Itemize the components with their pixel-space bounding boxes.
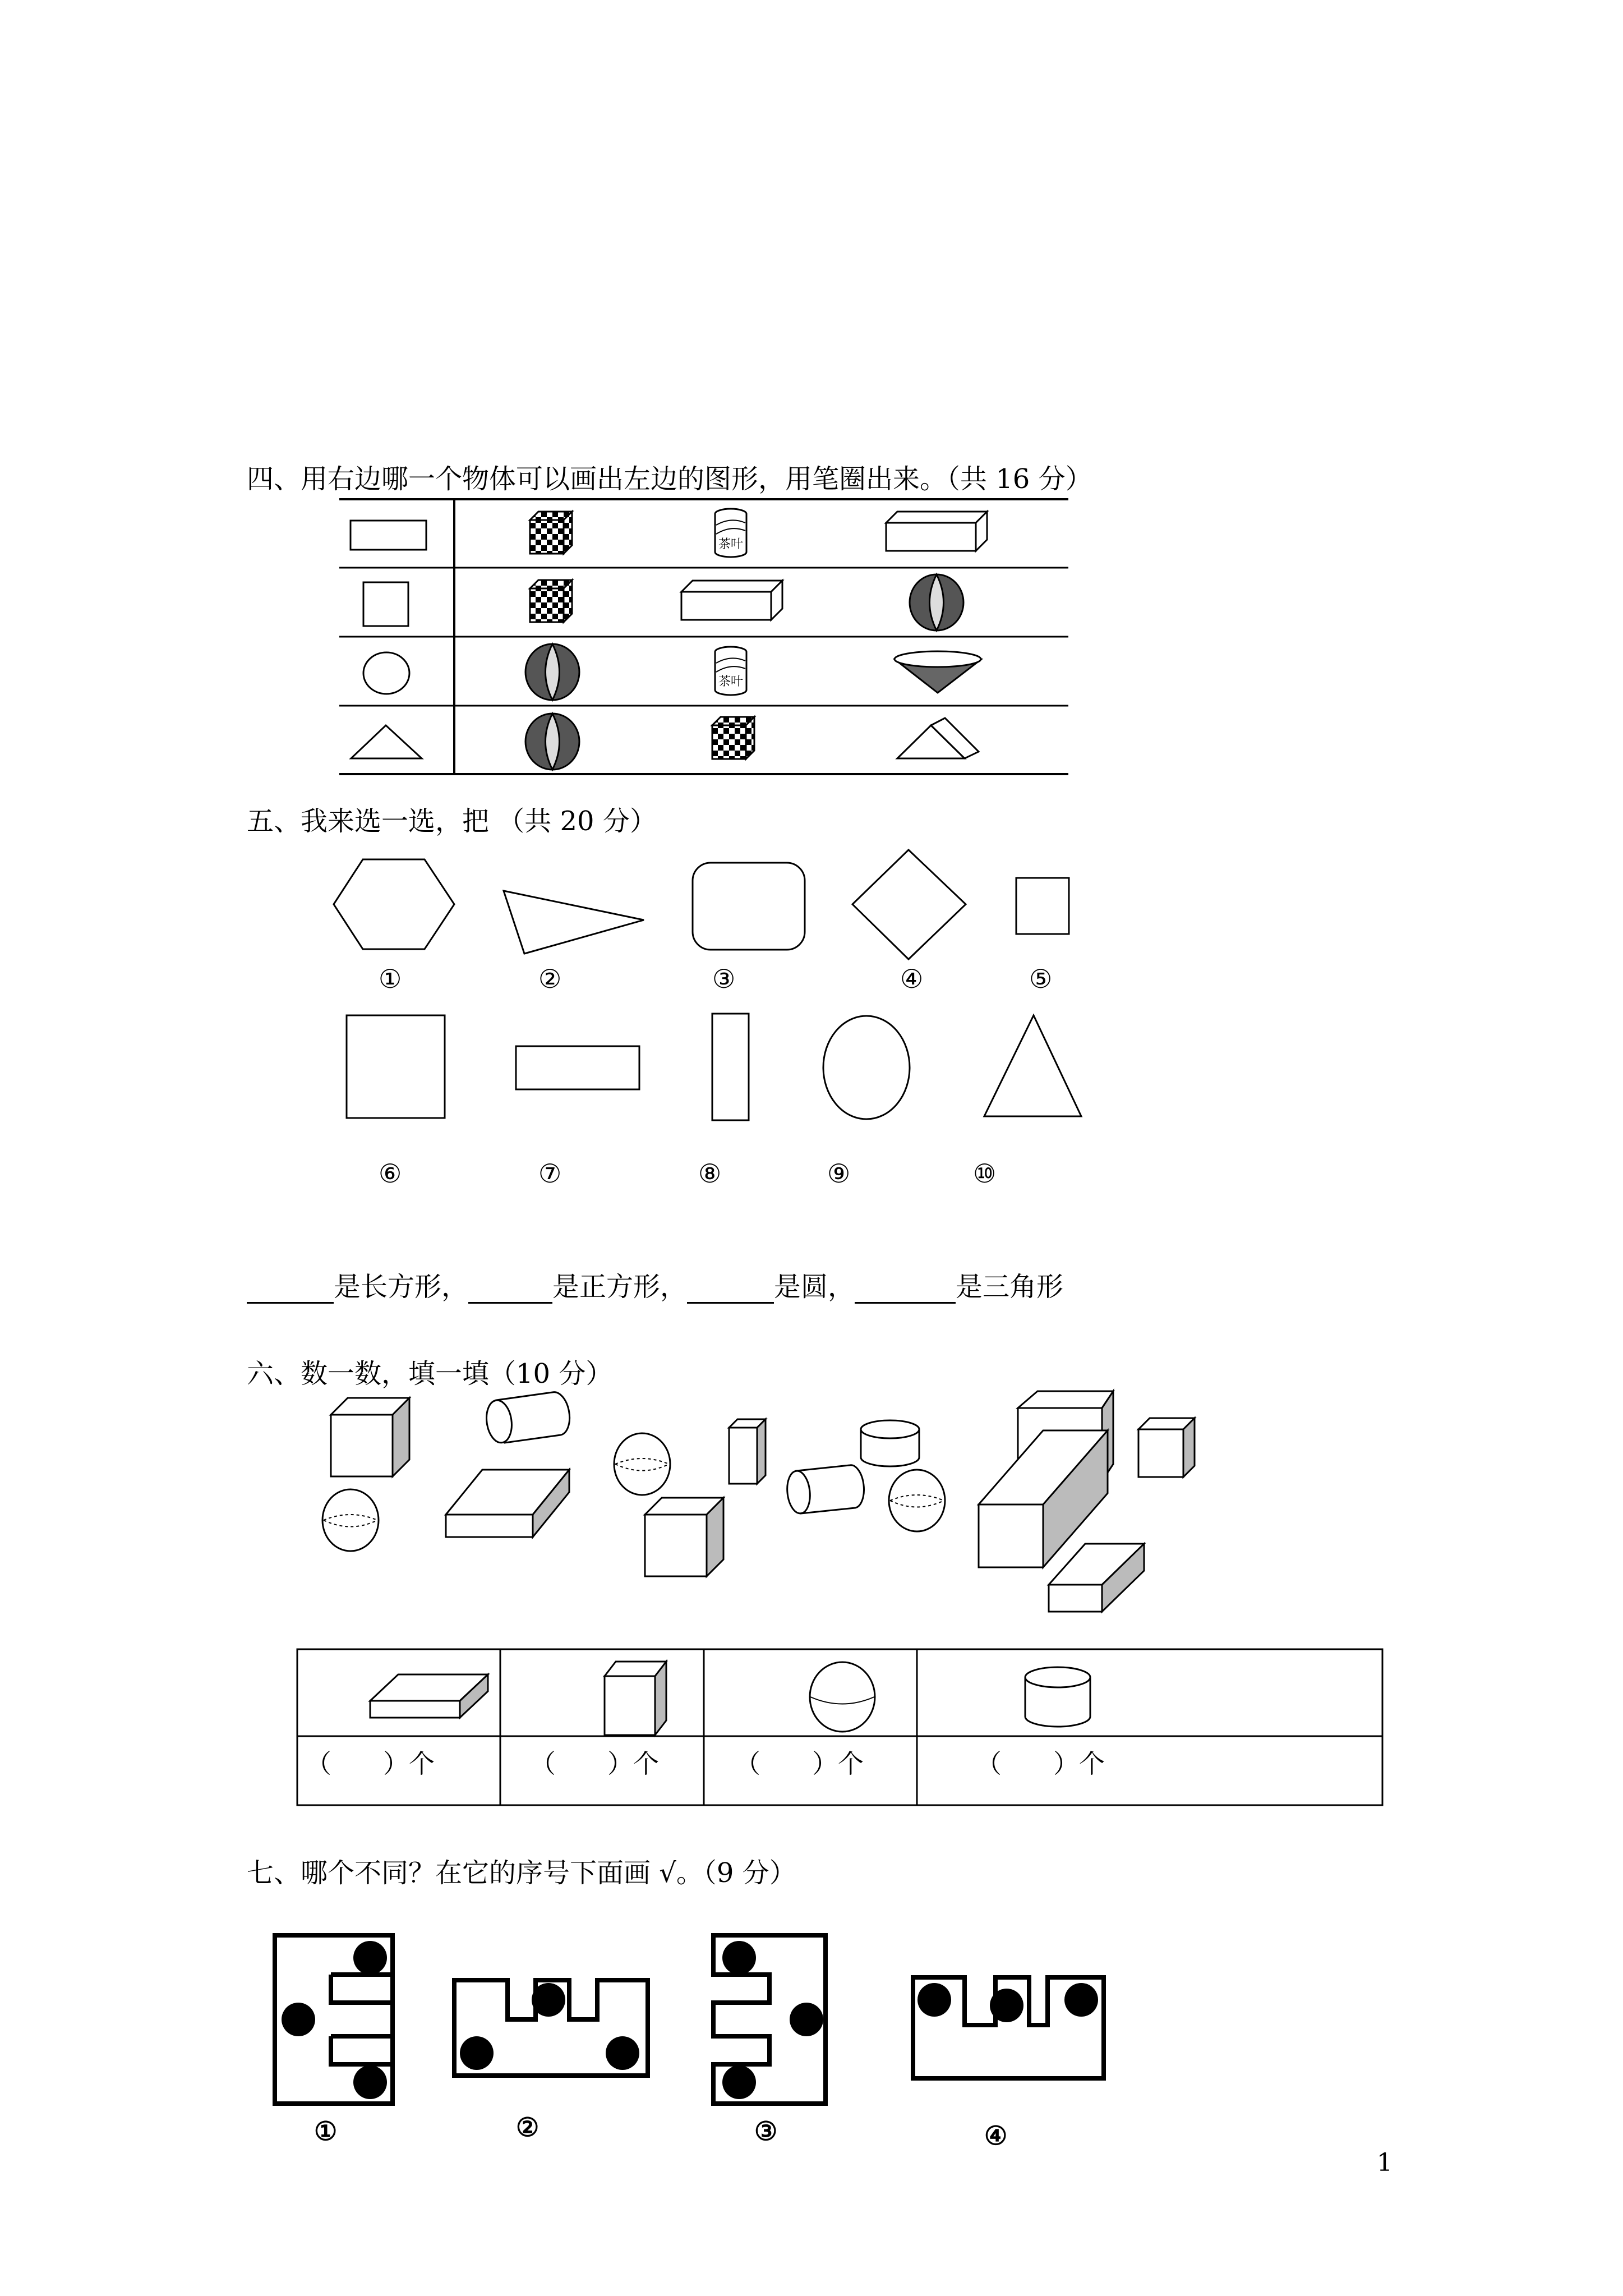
count-cylinder[interactable]: （ ）个 [976, 1749, 1105, 1779]
q5-label-6: ⑥ [379, 1158, 402, 1189]
q7-label-2[interactable]: ② [516, 2112, 540, 2142]
q5-label-9: ⑨ [827, 1158, 851, 1189]
fill-text-1: 是长方形， [334, 1271, 469, 1303]
q7-heading: 七、哪个不同？在它的序号下面画 √。（9 分） [247, 1857, 796, 1889]
q5-label-2: ② [538, 964, 562, 994]
fill-text-4: 是三角形 [956, 1271, 1064, 1303]
q5-label-8: ⑧ [698, 1158, 722, 1189]
q7-label-4[interactable]: ④ [984, 2120, 1008, 2151]
q5-label-5: ⑤ [1029, 964, 1053, 994]
q7-label-3[interactable]: ③ [754, 2116, 778, 2146]
q5-label-7: ⑦ [538, 1158, 562, 1189]
count-cuboid[interactable]: （ ）个 [306, 1749, 435, 1779]
page-number: 1 [1377, 2148, 1393, 2177]
count-sphere[interactable]: （ ）个 [735, 1749, 864, 1779]
q5-label-1: ① [379, 964, 402, 994]
q5-label-3: ③ [712, 964, 736, 994]
tea-label-2: 茶叶 [718, 675, 744, 689]
q7-label-1[interactable]: ① [314, 2116, 338, 2146]
tea-label-1: 茶叶 [718, 537, 744, 551]
q5-heading: 五、我来选一选，把 （共 20 分） [247, 806, 657, 837]
q5-label-4: ④ [900, 964, 924, 994]
q4-heading: 四、用右边哪一个物体可以画出左边的图形，用笔圈出来。（共 16 分） [247, 463, 1092, 495]
fill-text-3: 是圆， [774, 1271, 855, 1303]
q6-heading: 六、数一数，填一填（10 分） [247, 1358, 613, 1389]
q5-label-10: ⑩ [973, 1158, 997, 1189]
count-cube[interactable]: （ ）个 [530, 1749, 659, 1779]
fill-text-2: 是正方形， [552, 1271, 688, 1303]
